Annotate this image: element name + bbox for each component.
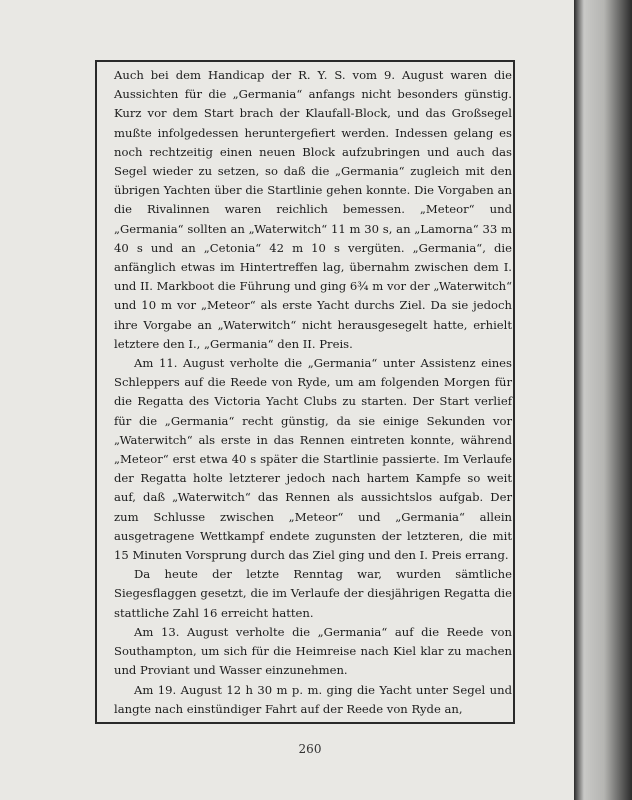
- book-spine-edge: [574, 0, 632, 800]
- paragraph-5: Am 19. August 12 h 30 m p. m. ging die Yacht unter Segel und langte nach einstündiger Fahrt auf der Reede von Ryde an,: [114, 682, 512, 716]
- paragraph-2: Am 11. August verholte die „Germania“ unter Assistenz eines Schleppers auf die Reede von Ryde, um am folgenden Morgen für die Regatta des Victoria Yacht Clubs zu starten. Der Start verlief für die „Germania“ recht günstig, da sie einige Sekunden vor „Waterwitch“ als erste in das Rennen eintreten konnte, während „Meteor“ erst etwa 40 s später die Startlinie passierte. Im Verlaufe der Regatta holte letzterer jedoch nach hartem Kampfe so weit auf, daß „Waterwitch“ das Rennen als aussichtslos aufgab. Der zum Schlusse zwischen „Meteor“ und „Germania“ allein ausgetragene Wettkampf endete zugunsten der letzteren, die mit 15 Minuten Vorsprung durch das Ziel ging und den I. Preis errang.: [114, 356, 512, 563]
- paragraph-4: Am 13. August verholte die „Germania“ auf die Reede von Southampton, um sich für die Heimreise nach Kiel klar zu machen und Proviant und Wasser einzunehmen.: [114, 624, 512, 678]
- page-body: [114, 66, 512, 719]
- paragraph-3: Da heute der letzte Renntag war, wurden sämtliche Siegesflaggen gesetzt, die im Verlaufe der diesjährigen Regatta die stattliche Zahl 16 erreicht hatten.: [114, 567, 512, 620]
- page-number: 260: [298, 742, 322, 756]
- paragraph-1: Auch bei dem Handicap der R. Y. S. vom 9. August waren die Aussichten für die „Germania“ anfangs nicht besonders günstig. Kurz vor dem Start brach der Klaufall-Block, und das Großsegel mußte infolgedessen heruntergefiert werden. Indessen gelang es noch rechtzeitig einen neuen Block aufzubringen und auch das Segel wieder zu setzen, so daß die „Germania“ zugleich mit den übrigen Yachten über die Startlinie gehen konnte. Die Vorgaben an die Rivalinnen waren reichlich bemessen. „Meteor“ und „Germania“ sollten an „Waterwitch“ 11 m 30 s, an „Lamorna“ 33 m 40 s und an „Cetonia“ 42 m 10 s vergüten. „Germania“, die anfänglich etwas im Hintertreffen lag, übernahm zwischen dem I. und II. Markboot die Führung und ging 6¾ m vor der „Waterwitch“ und 10 m vor „Meteor“ als erste Yacht durchs Ziel. Da sie jedoch ihre Vorgabe an „Waterwitch“ nicht herausgesegelt hatte, erhielt letztere den I., „Germania“ den II. Preis.: [114, 68, 512, 351]
